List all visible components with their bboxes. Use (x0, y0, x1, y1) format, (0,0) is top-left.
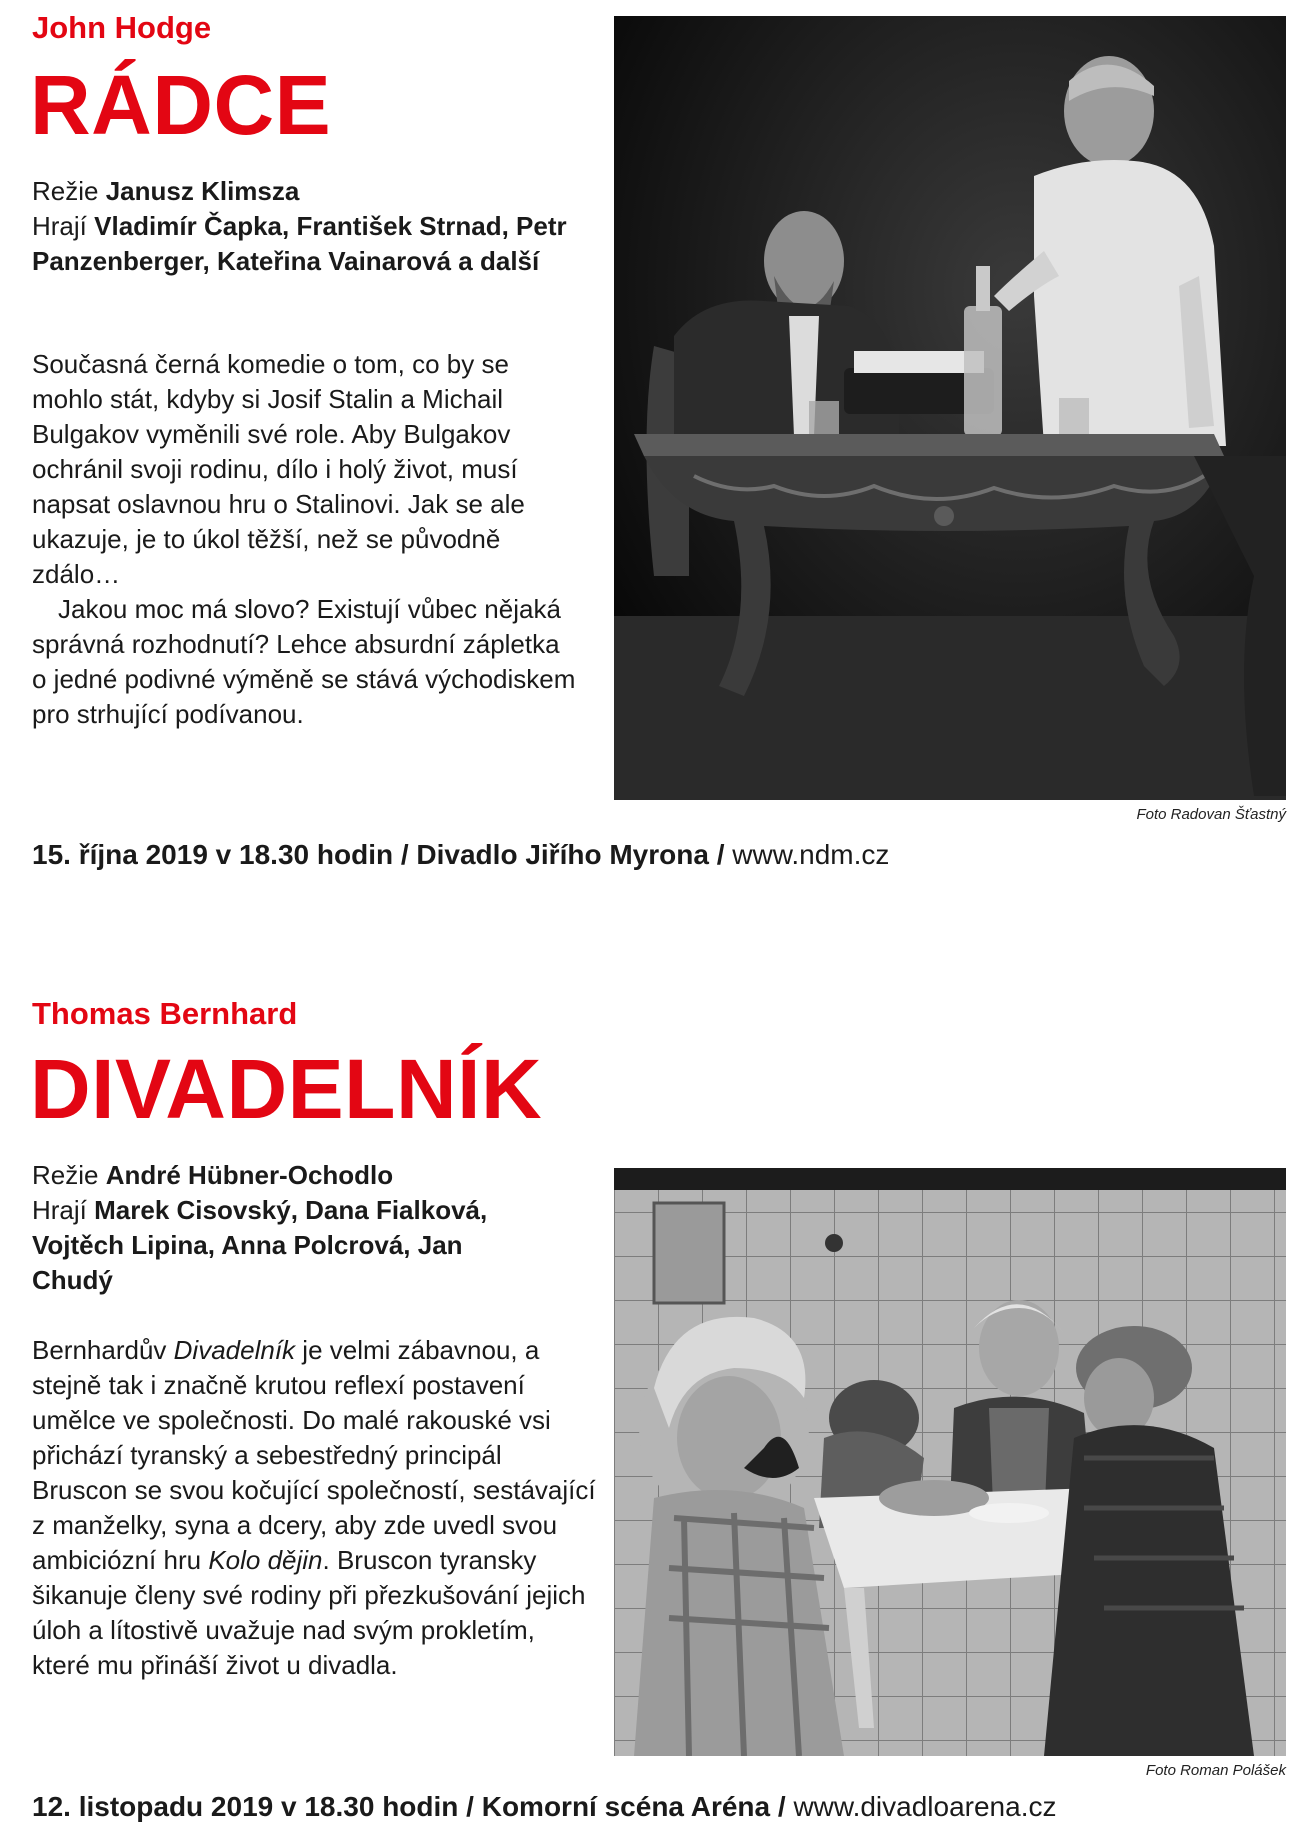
show1-cast-line (32, 209, 592, 279)
show1-photo-caption: Foto Radovan Šťastný (1136, 806, 1286, 823)
show1-description (32, 347, 580, 732)
show2-photo-caption: Foto Roman Polášek (1145, 1762, 1286, 1779)
show2-work-title: Kolo dějin (208, 1545, 323, 1575)
show1-cast-label: Hrají (32, 211, 87, 241)
show2-para-c: . Bruscon tyransky šikanuje členy své rodiny při přezkušování jejich úloh a lítostivě uvažuje nad svým prokletím, které mu přináší život u divadla. (32, 1545, 586, 1680)
show2-description (32, 1333, 598, 1683)
show1-cast: Vladimír Čapka, František Strnad, Petr Panzenberger, Kateřina Vainarová a další (32, 211, 567, 276)
show1-paragraph-1: Současná černá komedie o tom, co by se mohlo stát, kdyby si Josif Stalin a Michail Bulgakov vyměnili své role. Aby Bulgakov ochránil svoji rodinu, dílo i holý život, musí napsat oslavnou hru o Stalinovi. Jak se ale ukazuje, je to úkol těžší, než se původně zdálo… (32, 349, 525, 589)
show2-play-title: Divadelník (173, 1335, 296, 1365)
show2-photo (614, 1168, 1286, 1756)
show2-director-line (32, 1158, 592, 1193)
show1-author: John Hodge (32, 10, 212, 45)
show2-director: André Hübner-Ochodlo (105, 1160, 394, 1190)
show2-event-details: 12. listopadu 2019 v 18.30 hodin / Komorní scéna Aréna / (32, 1791, 786, 1822)
show1-director: Janusz Klimsza (105, 176, 300, 206)
show2-cast-label: Hrají (32, 1195, 87, 1225)
show2-para-b: je velmi zábavnou, a stejně tak i značně krutou reflexí postavení umělce ve společnosti. Do malé rakouské vsi přichází tyranský a sebestředný principál Bruscon se svou kočující společností, sestávající z manželky, syna a dcery, aby zde uvedl svou ambiciózní hru (32, 1335, 596, 1575)
show2-title: DIVADELNÍK (30, 1042, 543, 1136)
show1-event-details: 15. října 2019 v 18.30 hodin / Divadlo Jiřího Myrona / (32, 839, 725, 870)
show2-cast: Marek Cisovský, Dana Fialková, Vojtěch Lipina, Anna Polcrová, Jan Chudý (32, 1195, 488, 1295)
show2-para-a: Bernhardův (32, 1335, 174, 1365)
show2-photo-image (614, 1168, 1286, 1756)
show1-director-line (32, 174, 592, 209)
show1-title: RÁDCE (30, 58, 332, 152)
show1-photo (614, 16, 1286, 800)
show1-paragraph-2: Jakou moc má slovo? Existují vůbec nějaká správná rozhodnutí? Lehce absurdní zápletka o jedné podivné výměně se stává východiskem pro strhující podívanou. (32, 594, 576, 729)
show2-author: Thomas Bernhard (32, 996, 298, 1031)
show2-cast-line (32, 1193, 532, 1298)
show2-credits (32, 1158, 592, 1298)
show1-photo-image (614, 16, 1286, 800)
show1-event-line (32, 838, 889, 872)
show2-paragraph (32, 1333, 598, 1683)
show2-director-label: Režie (32, 1160, 99, 1190)
show1-website-link[interactable]: www.ndm.cz (732, 839, 890, 870)
show1-director-label: Režie (32, 176, 99, 206)
show2-website-link[interactable]: www.divadloarena.cz (793, 1791, 1057, 1822)
show1-credits (32, 174, 592, 279)
show2-event-line (32, 1790, 1056, 1824)
